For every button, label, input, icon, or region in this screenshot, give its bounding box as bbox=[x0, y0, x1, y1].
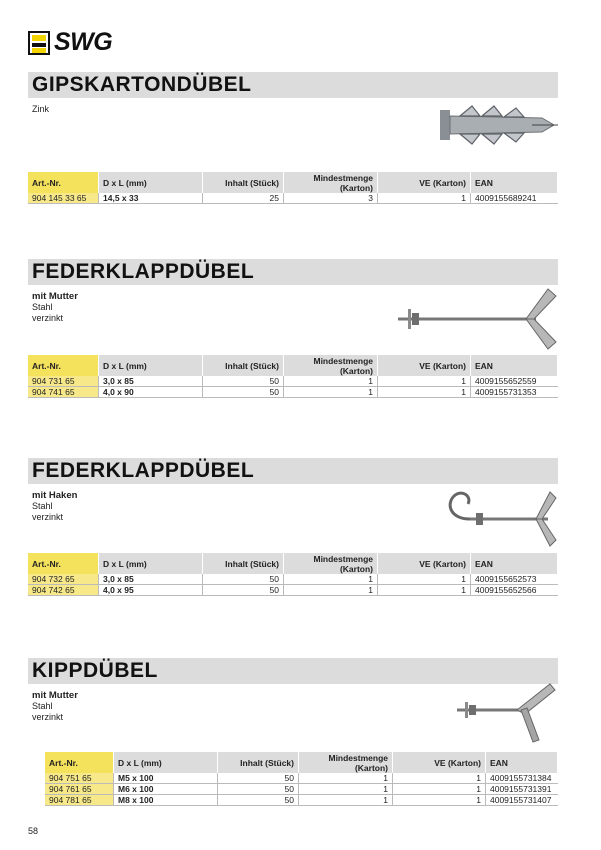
cell-dxl: 4,0 x 90 bbox=[99, 387, 203, 398]
product-table-kippduebel bbox=[45, 752, 558, 806]
cell-inhalt: 25 bbox=[203, 193, 284, 204]
cell-inhalt: 50 bbox=[218, 795, 299, 806]
cell-inhalt: 50 bbox=[218, 773, 299, 784]
cell-mindestmenge: 1 bbox=[299, 773, 393, 784]
col-inhalt: Inhalt (Stück) bbox=[203, 172, 284, 193]
cell-ve: 1 bbox=[378, 376, 471, 387]
cell-ve: 1 bbox=[393, 784, 486, 795]
col-dxl: D x L (mm) bbox=[99, 355, 203, 376]
col-ean: EAN bbox=[471, 172, 558, 193]
section-title: FEDERKLAPPDÜBEL bbox=[32, 260, 255, 283]
cell-ean: 4009155731384 bbox=[486, 773, 558, 784]
col-mindestmenge: Mindestmenge (Karton) bbox=[284, 553, 378, 574]
cell-inhalt: 50 bbox=[203, 387, 284, 398]
swg-logo bbox=[28, 28, 112, 57]
cell-inhalt: 50 bbox=[203, 376, 284, 387]
col-ve: VE (Karton) bbox=[378, 172, 471, 193]
cell-ean: 4009155652573 bbox=[471, 574, 558, 585]
cell-ean: 4009155731391 bbox=[486, 784, 558, 795]
table-header bbox=[28, 172, 558, 193]
cell-mindestmenge: 1 bbox=[284, 574, 378, 585]
product-table-federklapp-mutter bbox=[28, 355, 558, 398]
cell-mindestmenge: 3 bbox=[284, 193, 378, 204]
table-row bbox=[28, 585, 558, 596]
col-ean: EAN bbox=[486, 752, 558, 773]
col-art-nr: Art.-Nr. bbox=[28, 553, 99, 574]
cell-art-nr: 904 781 65 bbox=[45, 795, 114, 806]
section-title: KIPPDÜBEL bbox=[32, 659, 158, 682]
col-inhalt: Inhalt (Stück) bbox=[203, 355, 284, 376]
cell-inhalt: 50 bbox=[203, 574, 284, 585]
cell-mindestmenge: 1 bbox=[299, 795, 393, 806]
cell-ean: 4009155689241 bbox=[471, 193, 558, 204]
material-line: Stahl bbox=[32, 701, 53, 711]
cell-ean: 4009155652559 bbox=[471, 376, 558, 387]
cell-dxl: M8 x 100 bbox=[114, 795, 218, 806]
material-line: Stahl bbox=[32, 302, 53, 312]
col-art-nr: Art.-Nr. bbox=[28, 355, 99, 376]
variant-line: mit Mutter bbox=[32, 291, 78, 302]
col-inhalt: Inhalt (Stück) bbox=[203, 553, 284, 574]
col-art-nr: Art.-Nr. bbox=[45, 752, 114, 773]
cell-art-nr: 904 731 65 bbox=[28, 376, 99, 387]
cell-art-nr: 904 751 65 bbox=[45, 773, 114, 784]
cell-art-nr: 904 761 65 bbox=[45, 784, 114, 795]
logo-mark-icon bbox=[28, 31, 50, 55]
cell-dxl: M5 x 100 bbox=[114, 773, 218, 784]
logo-text: SWG bbox=[54, 28, 113, 56]
col-ean: EAN bbox=[471, 355, 558, 376]
table-row bbox=[28, 193, 558, 204]
cell-art-nr: 904 145 33 65 bbox=[28, 193, 99, 204]
finish-line: verzinkt bbox=[32, 512, 64, 522]
table-header bbox=[45, 752, 558, 773]
col-ve: VE (Karton) bbox=[393, 752, 486, 773]
table-row bbox=[45, 773, 558, 784]
cell-dxl: 3,0 x 85 bbox=[99, 376, 203, 387]
gipskarton-dowel-image bbox=[432, 100, 562, 150]
cell-inhalt: 50 bbox=[218, 784, 299, 795]
table-row bbox=[28, 574, 558, 585]
col-dxl: D x L (mm) bbox=[99, 553, 203, 574]
section-title-bar bbox=[28, 458, 558, 484]
finish-line: verzinkt bbox=[32, 712, 64, 722]
federklapp-mutter-image bbox=[398, 284, 558, 354]
finish-line: verzinkt bbox=[32, 313, 64, 323]
cell-art-nr: 904 742 65 bbox=[28, 585, 99, 596]
cell-mindestmenge: 1 bbox=[284, 585, 378, 596]
cell-ve: 1 bbox=[378, 193, 471, 204]
cell-ve: 1 bbox=[378, 387, 471, 398]
product-table-gipskarton bbox=[28, 172, 558, 204]
variant-line: mit Mutter bbox=[32, 690, 78, 701]
kippduebel-image bbox=[455, 680, 560, 750]
cell-inhalt: 50 bbox=[203, 585, 284, 596]
cell-ve: 1 bbox=[393, 773, 486, 784]
col-art-nr: Art.-Nr. bbox=[28, 172, 99, 193]
cell-dxl: 4,0 x 95 bbox=[99, 585, 203, 596]
cell-dxl: 14,5 x 33 bbox=[99, 193, 203, 204]
col-ve: VE (Karton) bbox=[378, 355, 471, 376]
cell-ve: 1 bbox=[393, 795, 486, 806]
material-line: Zink bbox=[32, 104, 50, 114]
cell-mindestmenge: 1 bbox=[299, 784, 393, 795]
page-number: 58 bbox=[28, 826, 39, 836]
col-ve: VE (Karton) bbox=[378, 553, 471, 574]
table-row bbox=[45, 795, 558, 806]
col-mindestmenge: Mindestmenge (Karton) bbox=[284, 355, 378, 376]
cell-ean: 4009155731407 bbox=[486, 795, 558, 806]
col-mindestmenge: Mindestmenge (Karton) bbox=[284, 172, 378, 193]
cell-ve: 1 bbox=[378, 585, 471, 596]
table-header bbox=[28, 553, 558, 574]
cell-art-nr: 904 741 65 bbox=[28, 387, 99, 398]
variant-line: mit Haken bbox=[32, 490, 78, 501]
section-title: GIPSKARTONDÜBEL bbox=[32, 73, 252, 96]
section-title: FEDERKLAPPDÜBEL bbox=[32, 459, 255, 482]
section-title-bar bbox=[28, 259, 558, 285]
product-table-federklapp-haken bbox=[28, 553, 558, 596]
table-header bbox=[28, 355, 558, 376]
cell-ean: 4009155652566 bbox=[471, 585, 558, 596]
col-inhalt: Inhalt (Stück) bbox=[218, 752, 299, 773]
federklapp-haken-image bbox=[440, 484, 560, 554]
cell-art-nr: 904 732 65 bbox=[28, 574, 99, 585]
section-title-bar bbox=[28, 72, 558, 98]
col-dxl: D x L (mm) bbox=[99, 172, 203, 193]
cell-dxl: M6 x 100 bbox=[114, 784, 218, 795]
material-line: Stahl bbox=[32, 501, 53, 511]
col-mindestmenge: Mindestmenge (Karton) bbox=[299, 752, 393, 773]
cell-mindestmenge: 1 bbox=[284, 387, 378, 398]
table-row bbox=[28, 387, 558, 398]
col-dxl: D x L (mm) bbox=[114, 752, 218, 773]
col-ean: EAN bbox=[471, 553, 558, 574]
table-row bbox=[28, 376, 558, 387]
cell-dxl: 3,0 x 85 bbox=[99, 574, 203, 585]
table-row bbox=[45, 784, 558, 795]
cell-ve: 1 bbox=[378, 574, 471, 585]
cell-ean: 4009155731353 bbox=[471, 387, 558, 398]
cell-mindestmenge: 1 bbox=[284, 376, 378, 387]
